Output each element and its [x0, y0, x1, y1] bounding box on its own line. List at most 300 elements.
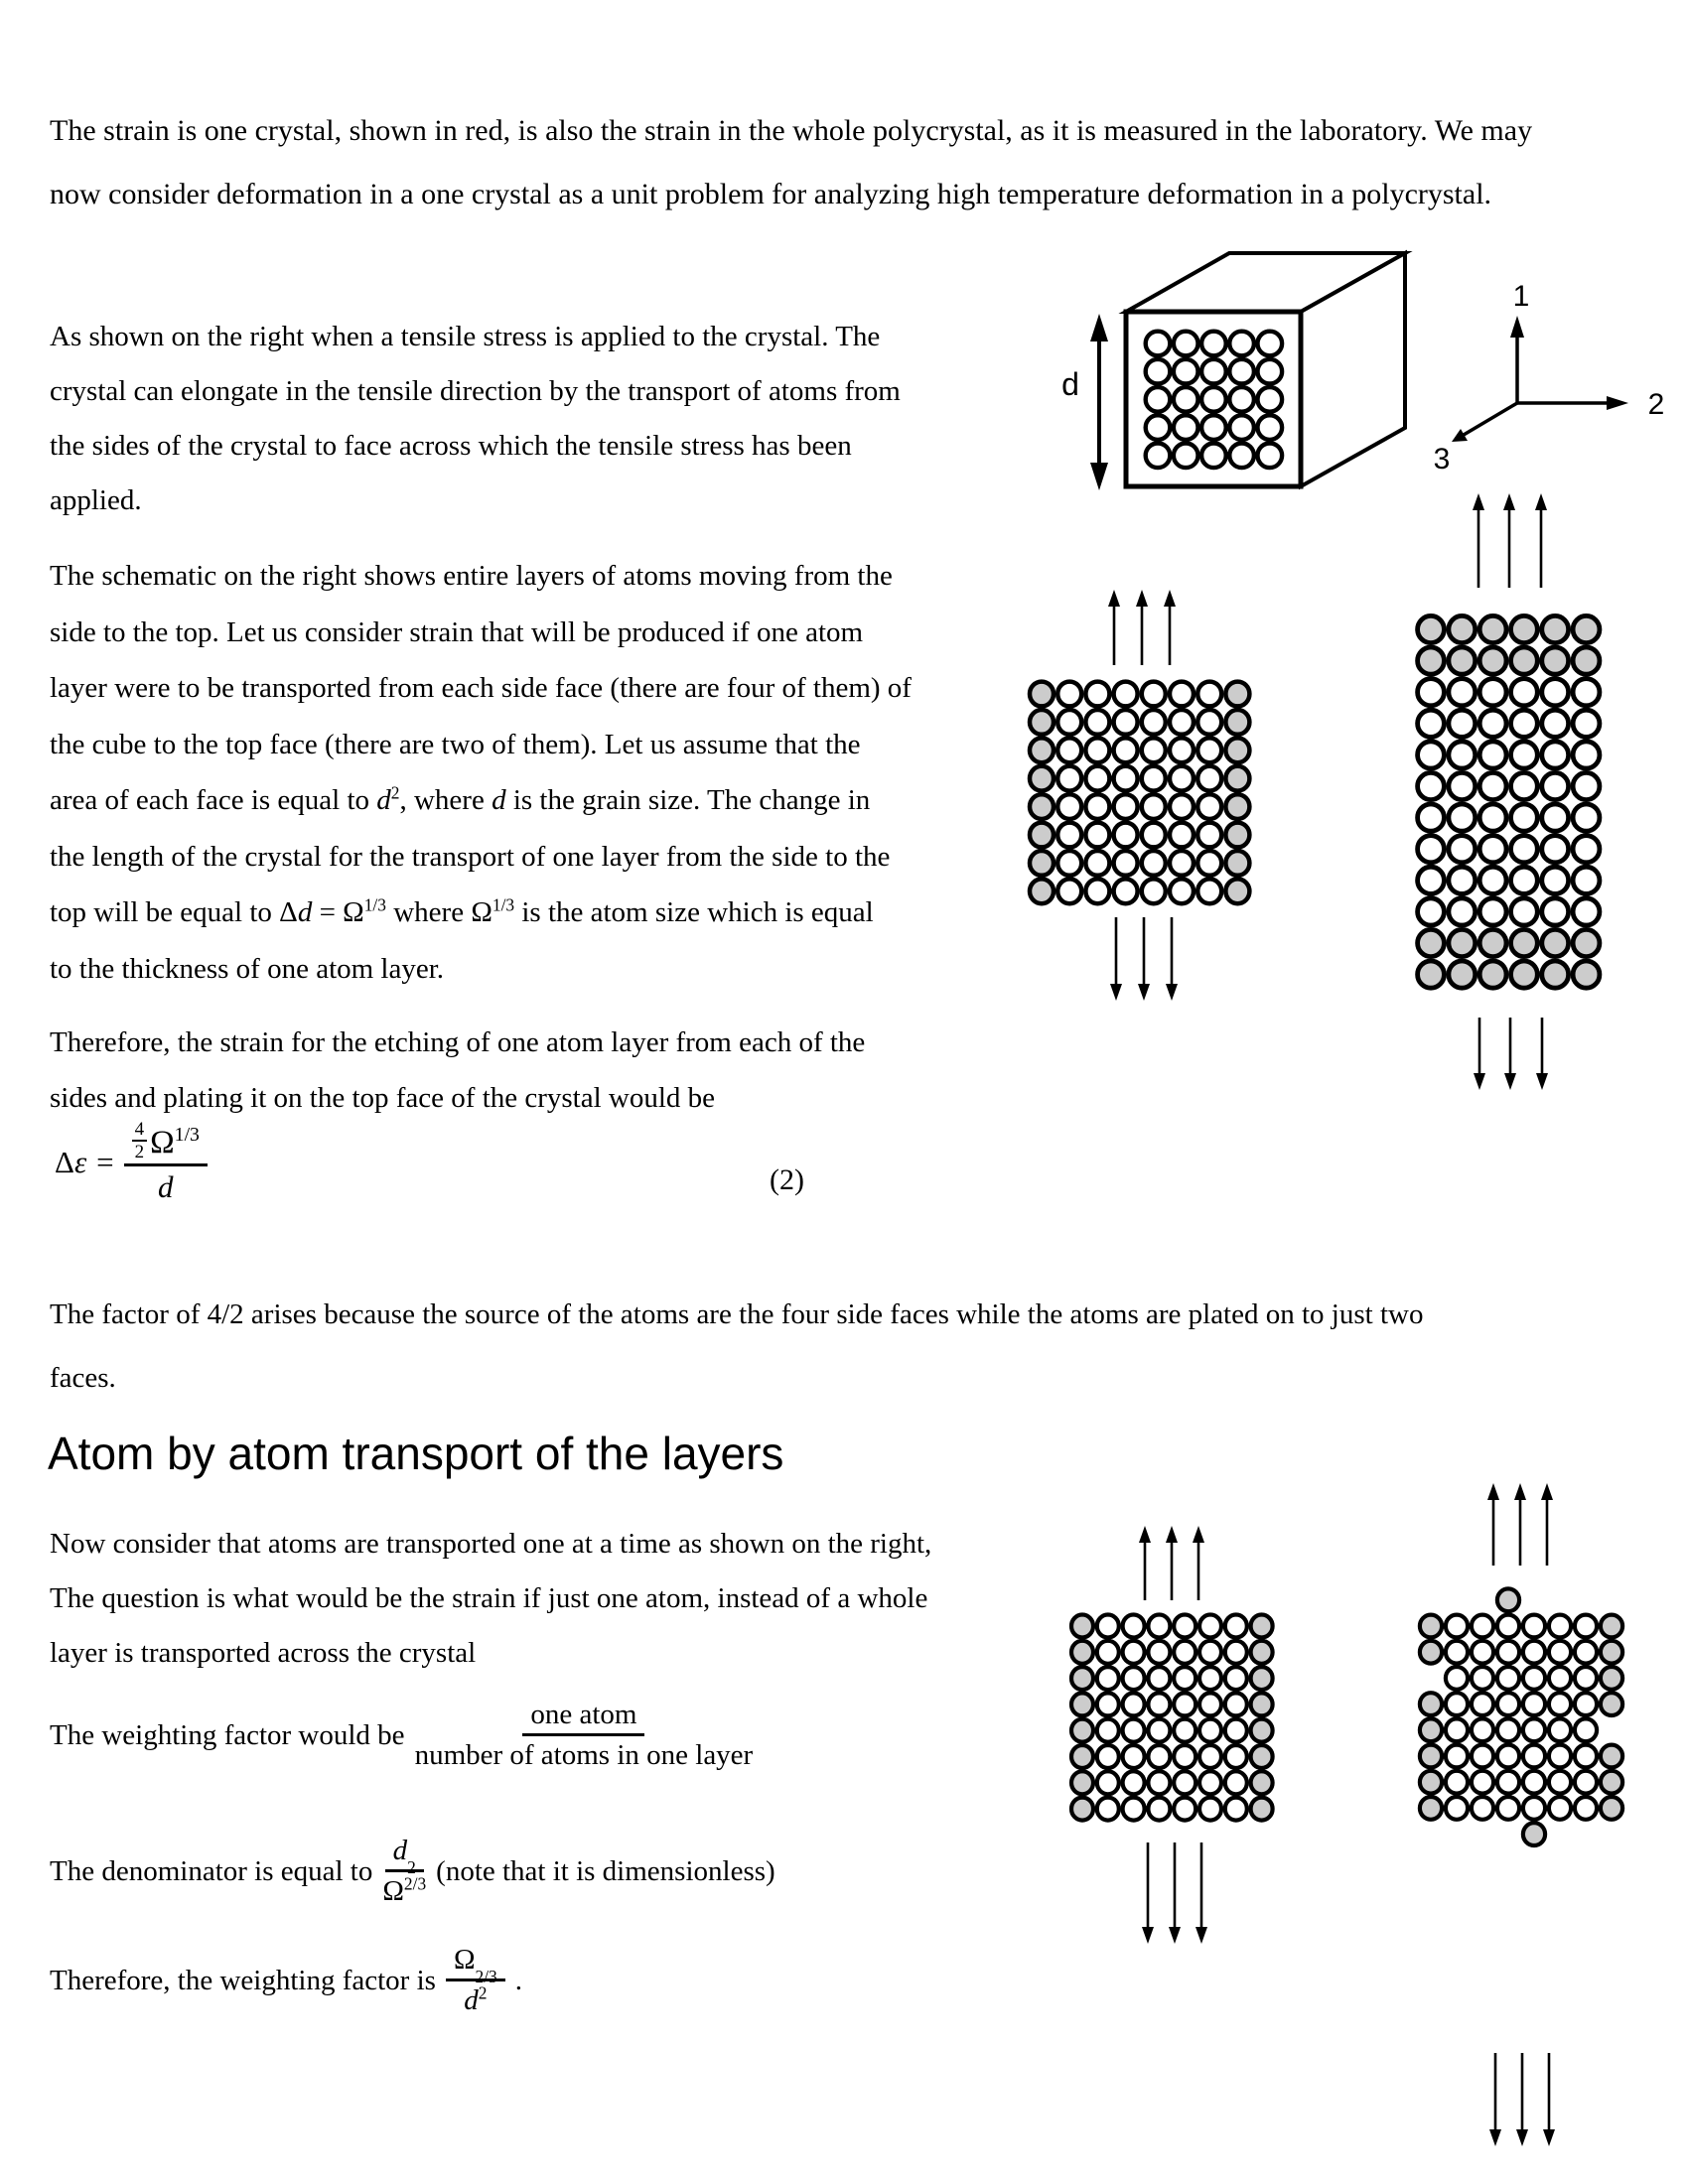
atom	[1142, 823, 1166, 848]
atom	[1174, 1667, 1196, 1690]
atom	[1097, 1641, 1119, 1664]
atom	[1146, 444, 1171, 469]
atom	[1251, 1641, 1273, 1664]
atom	[1199, 1693, 1221, 1715]
atom	[1573, 867, 1600, 893]
math-delta-d: Δd	[279, 896, 313, 928]
atom	[1199, 1615, 1221, 1638]
atom	[1174, 359, 1198, 384]
atom	[1420, 1718, 1442, 1741]
atom	[1225, 794, 1249, 819]
atom	[1199, 1798, 1221, 1821]
atom	[1601, 1745, 1622, 1768]
atom	[1511, 710, 1538, 737]
atom	[1542, 647, 1569, 674]
atom	[1030, 823, 1054, 848]
atom	[1071, 1615, 1093, 1638]
atom	[1071, 1771, 1093, 1794]
atom	[1575, 1693, 1597, 1715]
math-omega: $\Omega^{1/3}$	[343, 894, 386, 928]
atom	[1057, 710, 1081, 735]
atom-grids	[1030, 615, 1622, 1845]
atom	[1229, 415, 1254, 440]
atom	[1201, 387, 1226, 412]
atom	[1472, 1797, 1493, 1820]
atom	[1497, 1667, 1519, 1690]
atom	[1420, 1745, 1442, 1768]
atom	[1197, 879, 1221, 903]
atom	[1542, 836, 1569, 863]
text-line: area of each face is equal to $d^2$, where d is the grain size. The change in	[50, 782, 871, 816]
atom	[1085, 682, 1109, 707]
coordinate-axes	[1452, 316, 1628, 442]
atom	[1575, 1641, 1597, 1664]
atom	[1225, 851, 1249, 876]
atom	[1542, 679, 1569, 706]
atom	[1114, 710, 1138, 735]
atom	[1446, 1797, 1468, 1820]
text-line: faces.	[50, 1362, 116, 1394]
down-arrow	[1110, 917, 1122, 1001]
atom	[1573, 836, 1600, 863]
atom	[1549, 1641, 1571, 1664]
atom	[1229, 387, 1254, 412]
atom	[1201, 415, 1226, 440]
atom	[1258, 332, 1283, 356]
up-arrow	[1541, 1483, 1553, 1566]
atom	[1549, 1797, 1571, 1820]
down-arrow	[1474, 1018, 1485, 1090]
text-line: As shown on the right when a tensile stress is applied to the crystal. The	[50, 321, 881, 352]
atom	[1511, 615, 1538, 642]
atom	[1225, 710, 1249, 735]
atom	[1170, 738, 1194, 762]
atom	[1511, 772, 1538, 799]
atom	[1229, 332, 1254, 356]
atom	[1225, 1641, 1247, 1664]
weighting-result-fraction: Ω 2/3 $d^2$	[446, 1944, 505, 2017]
atom	[1549, 1745, 1571, 1768]
atom	[1097, 1745, 1119, 1768]
atom	[1097, 1693, 1119, 1715]
atom	[1479, 772, 1506, 799]
axis-3-label: 3	[1433, 443, 1451, 476]
d-dimension-arrow	[1090, 314, 1108, 490]
atom	[1199, 1641, 1221, 1664]
atom	[1479, 961, 1506, 988]
text-line: the sides of the crystal to face across which the tensile stress has been	[50, 430, 852, 462]
atom	[1225, 766, 1249, 791]
atom	[1573, 647, 1600, 674]
text-line: Therefore, the strain for the etching of one atom layer from each of the	[50, 1026, 866, 1058]
atom	[1420, 1797, 1442, 1820]
atom	[1542, 804, 1569, 831]
atom	[1199, 1745, 1221, 1768]
atom	[1199, 1771, 1221, 1794]
atom	[1197, 766, 1221, 791]
paragraph-therefore-strain	[50, 1015, 865, 1126]
atom	[1170, 710, 1194, 735]
atom	[1523, 1718, 1545, 1741]
atom	[1114, 738, 1138, 762]
text-line: applied.	[50, 484, 142, 516]
atom	[1449, 710, 1476, 737]
axis-2-arrowhead	[1607, 396, 1628, 410]
atom	[1573, 679, 1600, 706]
atom	[1449, 898, 1476, 925]
atom	[1523, 1745, 1545, 1768]
atom	[1057, 766, 1081, 791]
atom	[1201, 444, 1226, 469]
atom	[1449, 679, 1476, 706]
text-line: sides and plating it on the top face of the crystal would be	[50, 1082, 716, 1114]
atom	[1146, 332, 1171, 356]
atom	[1549, 1718, 1571, 1741]
atom	[1174, 415, 1198, 440]
text-line: The factor of 4/2 arises because the source of the atoms are the four side faces while the atoms are plated on to just two	[50, 1298, 1424, 1330]
cube-front-atoms	[1146, 332, 1282, 468]
atom	[1123, 1667, 1145, 1690]
atom	[1057, 738, 1081, 762]
cube-right-face	[1301, 253, 1405, 486]
atom	[1030, 682, 1054, 707]
up-arrow	[1503, 493, 1515, 588]
atom	[1225, 1615, 1247, 1638]
equation-lhs: Δε	[55, 1145, 87, 1179]
text-line: layer is transported across the crystal	[50, 1637, 477, 1669]
atom	[1097, 1667, 1119, 1690]
atom	[1201, 332, 1226, 356]
atom	[1511, 929, 1538, 956]
atom	[1418, 647, 1445, 674]
atom	[1174, 1771, 1196, 1794]
atom	[1573, 804, 1600, 831]
atom	[1542, 615, 1569, 642]
atom	[1146, 415, 1171, 440]
atom	[1446, 1641, 1468, 1664]
atom	[1497, 1771, 1519, 1794]
atom	[1497, 1797, 1519, 1820]
atom	[1542, 710, 1569, 737]
atom	[1148, 1745, 1170, 1768]
atom	[1057, 794, 1081, 819]
atom	[1148, 1771, 1170, 1794]
atom	[1472, 1718, 1493, 1741]
atom	[1479, 867, 1506, 893]
atom	[1449, 804, 1476, 831]
atom	[1114, 766, 1138, 791]
atom	[1575, 1745, 1597, 1768]
atom	[1142, 738, 1166, 762]
atom	[1418, 867, 1445, 893]
atom	[1418, 961, 1445, 988]
text-line: to the thickness of one atom layer.	[50, 952, 445, 985]
atom	[1549, 1615, 1571, 1638]
therefore-weighting-line: Therefore, the weighting factor is Ω 2/3 $d^2$ .	[50, 1944, 522, 2016]
axis-3-arrow	[1464, 403, 1517, 435]
atom	[1225, 738, 1249, 762]
up-arrow	[1166, 1526, 1178, 1600]
atom	[1472, 1771, 1493, 1794]
atom	[1418, 929, 1445, 956]
atom	[1030, 738, 1054, 762]
atom	[1479, 615, 1506, 642]
atom	[1446, 1745, 1468, 1768]
atom	[1446, 1718, 1468, 1741]
up-arrow	[1139, 1526, 1151, 1600]
atom	[1174, 1745, 1196, 1768]
atom	[1225, 1771, 1247, 1794]
atom	[1146, 387, 1171, 412]
atom	[1449, 961, 1476, 988]
atom	[1472, 1641, 1493, 1664]
cube-figure	[1061, 253, 1405, 490]
atom	[1601, 1667, 1622, 1690]
up-arrow	[1487, 1483, 1499, 1566]
weighting-fraction: $\frac{\text{one atom}}{\text{number of atoms in one layer}}$	[414, 1699, 754, 1771]
atom	[1472, 1615, 1493, 1638]
atom	[1479, 647, 1506, 674]
atom	[1114, 851, 1138, 876]
atom	[1549, 1667, 1571, 1690]
atom	[1472, 1693, 1493, 1715]
atom	[1420, 1615, 1442, 1638]
atom	[1225, 823, 1249, 848]
atom	[1085, 710, 1109, 735]
atom	[1057, 682, 1081, 707]
atom	[1446, 1771, 1468, 1794]
atom	[1549, 1771, 1571, 1794]
text-line: the length of the crystal for the transport of one layer from the side to the	[50, 840, 891, 873]
atom	[1575, 1797, 1597, 1820]
paragraph-intro	[50, 99, 1532, 226]
atom	[1148, 1798, 1170, 1821]
atom	[1114, 879, 1138, 903]
atom	[1030, 710, 1054, 735]
atom	[1071, 1745, 1093, 1768]
atom	[1114, 823, 1138, 848]
atom	[1146, 359, 1171, 384]
math-d-squared: d	[376, 784, 391, 816]
math-omega: $\Omega^{1/3}$	[150, 1124, 200, 1160]
atom	[1418, 679, 1445, 706]
atom	[1123, 1798, 1145, 1821]
atom	[1601, 1771, 1622, 1794]
atom-grid-mid-right	[1418, 615, 1600, 988]
atom	[1601, 1615, 1622, 1638]
atom	[1511, 742, 1538, 768]
atom	[1071, 1719, 1093, 1742]
atom	[1511, 647, 1538, 674]
atom	[1030, 851, 1054, 876]
atom	[1523, 1797, 1545, 1820]
atom	[1575, 1615, 1597, 1638]
math-omega: $\Omega^{1/3}$	[471, 894, 515, 928]
atom	[1085, 738, 1109, 762]
atom	[1472, 1745, 1493, 1768]
atom	[1418, 836, 1445, 863]
atom	[1575, 1718, 1597, 1741]
atom	[1251, 1693, 1273, 1715]
up-arrow	[1164, 590, 1176, 665]
atom	[1418, 898, 1445, 925]
atom	[1523, 1641, 1545, 1664]
atom	[1170, 823, 1194, 848]
atom	[1071, 1667, 1093, 1690]
atom-grid-bottom-left	[1071, 1615, 1273, 1821]
atom	[1123, 1719, 1145, 1742]
mini-fraction-4-2: 4 2	[132, 1120, 148, 1161]
atom	[1097, 1771, 1119, 1794]
atom	[1030, 766, 1054, 791]
atom	[1251, 1615, 1273, 1638]
atom	[1511, 898, 1538, 925]
atom	[1542, 772, 1569, 799]
atom	[1142, 682, 1166, 707]
axis-1-arrowhead	[1510, 316, 1524, 338]
text-line: side to the top. Let us consider strain that will be produced if one atom	[50, 615, 864, 648]
atom	[1170, 794, 1194, 819]
atom	[1573, 961, 1600, 988]
axis-2-label: 2	[1647, 388, 1665, 421]
atom	[1148, 1667, 1170, 1690]
atom	[1497, 1693, 1519, 1715]
atom	[1071, 1693, 1093, 1715]
atom	[1170, 851, 1194, 876]
up-arrow	[1514, 1483, 1526, 1566]
atom	[1497, 1745, 1519, 1768]
atom	[1449, 772, 1476, 799]
atom	[1601, 1797, 1622, 1820]
denominator-line: The denominator is equal to d 2 $\Omega^{2/3}$ (note that it is dimensionless)	[50, 1835, 775, 1907]
atom	[1085, 879, 1109, 903]
atom	[1523, 1771, 1545, 1794]
atom	[1142, 879, 1166, 903]
atom	[1057, 851, 1081, 876]
atom	[1573, 772, 1600, 799]
atom	[1418, 710, 1445, 737]
atom	[1251, 1745, 1273, 1768]
equation-fraction: 4 2 $\Omega^{1/3}$ d	[124, 1120, 208, 1205]
atom	[1123, 1615, 1145, 1638]
atom	[1199, 1719, 1221, 1742]
atom	[1479, 898, 1506, 925]
atom	[1573, 710, 1600, 737]
atom	[1229, 359, 1254, 384]
atom	[1097, 1798, 1119, 1821]
atom	[1148, 1693, 1170, 1715]
atom	[1449, 836, 1476, 863]
atom	[1542, 898, 1569, 925]
atom	[1225, 1667, 1247, 1690]
atom	[1449, 615, 1476, 642]
atom	[1420, 1771, 1442, 1794]
atom	[1174, 1693, 1196, 1715]
atom	[1479, 710, 1506, 737]
atom	[1225, 682, 1249, 707]
atom	[1449, 647, 1476, 674]
atom	[1258, 415, 1283, 440]
atom	[1174, 387, 1198, 412]
atom	[1573, 898, 1600, 925]
atom	[1258, 359, 1283, 384]
atom	[1142, 710, 1166, 735]
atom	[1601, 1641, 1622, 1664]
text-line: the cube to the top face (there are two of them). Let us assume that the	[50, 728, 861, 760]
atom	[1174, 332, 1198, 356]
atom	[1097, 1615, 1119, 1638]
cube-front-face	[1126, 312, 1301, 486]
paragraph-now-consider	[50, 1517, 931, 1681]
down-arrow	[1516, 2053, 1528, 2146]
up-arrow	[1473, 493, 1484, 588]
atom	[1418, 804, 1445, 831]
atom	[1511, 867, 1538, 893]
atom	[1542, 961, 1569, 988]
weighting-factor-line: The weighting factor would be $\frac{\text{one atom}}{\text{number of atoms in one layer}}$	[50, 1699, 754, 1771]
atom	[1174, 1615, 1196, 1638]
atom	[1573, 929, 1600, 956]
atom	[1225, 1719, 1247, 1742]
atom	[1449, 742, 1476, 768]
atom	[1511, 961, 1538, 988]
atom	[1199, 1667, 1221, 1690]
atom	[1197, 823, 1221, 848]
atom	[1449, 929, 1476, 956]
atom	[1479, 679, 1506, 706]
atom	[1251, 1798, 1273, 1821]
atom	[1123, 1641, 1145, 1664]
atom	[1097, 1719, 1119, 1742]
atom	[1573, 615, 1600, 642]
up-arrow	[1535, 493, 1547, 588]
atom	[1542, 929, 1569, 956]
atom	[1511, 804, 1538, 831]
down-arrow	[1169, 1843, 1181, 1944]
atom	[1418, 742, 1445, 768]
down-arrow	[1543, 2053, 1555, 2146]
atom	[1085, 851, 1109, 876]
text-line: The strain is one crystal, shown in red, is also the strain in the whole polycrystal, as it is measured in the laboratory. We may	[50, 114, 1533, 147]
down-arrow	[1536, 1018, 1548, 1090]
atom	[1479, 804, 1506, 831]
atom	[1174, 1798, 1196, 1821]
atom	[1251, 1719, 1273, 1742]
atom	[1170, 766, 1194, 791]
atom	[1170, 879, 1194, 903]
atom	[1511, 836, 1538, 863]
atom	[1085, 794, 1109, 819]
atom	[1174, 1719, 1196, 1742]
atom	[1523, 1693, 1545, 1715]
atom	[1085, 823, 1109, 848]
atom	[1030, 879, 1054, 903]
paragraph-schematic	[50, 548, 912, 997]
atom	[1148, 1615, 1170, 1638]
atom	[1420, 1693, 1442, 1715]
text-line: The question is what would be the strain if just one atom, instead of a whole	[50, 1582, 928, 1614]
atom	[1542, 742, 1569, 768]
atom	[1446, 1667, 1468, 1690]
equation-number: (2)	[770, 1163, 804, 1196]
paragraph-tensile	[50, 310, 901, 528]
atom	[1197, 682, 1221, 707]
up-arrow	[1108, 590, 1120, 665]
atom	[1575, 1667, 1597, 1690]
atom	[1523, 1667, 1545, 1690]
atom	[1479, 929, 1506, 956]
atom	[1497, 1718, 1519, 1741]
